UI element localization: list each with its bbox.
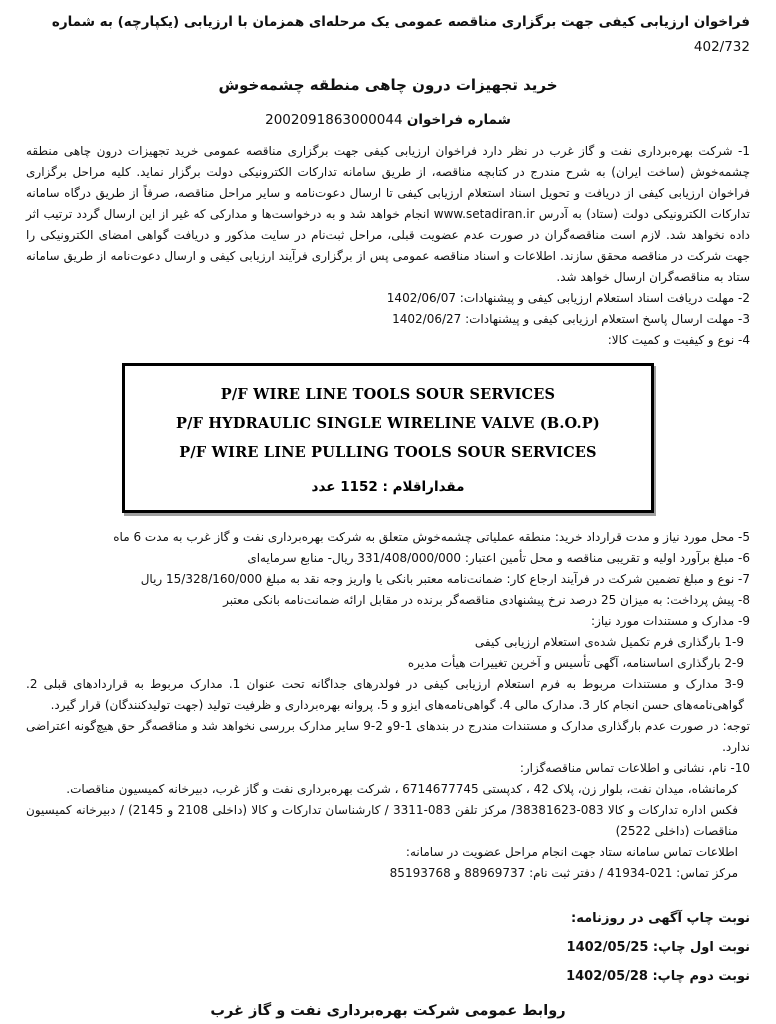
address-line: کرمانشاه، میدان نفت، بلوار زن، پلاک 42 ، کدپستی 6714677745 ، شرکت بهره‌برداری نفت و گاز غرب، دبیرخانه کمیسیون مناقصات. — [66, 782, 738, 796]
call-number-line — [26, 110, 750, 131]
fax-line: فکس اداره تدارکات و کالا 083-38381623/ مرکز تلفن 083-3311 / کارشناسان تدارکات و کالا (داخلی 2108 و 2145) / دبیرخانه کمیسیون مناقصات (داخلی 2522) — [26, 803, 738, 838]
print-first-date-line: نوبت اول چاپ: 1402/05/25 — [566, 940, 750, 955]
prepayment-line: 8- پیش پرداخت: به میزان 25 درصد نرخ پیشنهادی مناقصه‌گر برنده در مقابل ارائه ضمانت‌نامه بانکی معتبر — [223, 593, 750, 607]
doc-title — [26, 10, 750, 60]
goods-quantity: مقداراقلام : 1152 عدد — [311, 479, 465, 495]
note-line: توجه: در صورت عدم بارگذاری مدارک و مستندات مندرج در بندهای 1-9و 2-9 سایر مدارک بررسی نخواهد شد و مناقصه‌گر حق هیچ‌گونه اعتراضی ندارد. — [26, 719, 750, 754]
contact-header-line: 10- نام، نشانی و اطلاعات تماس مناقصه‌گزار: — [519, 761, 750, 775]
guarantee-line: 7- نوع و مبلغ تضمین شرکت در فرآیند ارجاع کار: ضمانت‌نامه معتبر بانکی یا واریز وجه نقد به مبلغ 15/328/160/000 ریال — [140, 572, 750, 586]
budget-line: 6- مبلغ برآورد اولیه و تقریبی مناقصه و محل تأمین اعتبار: 331/408/000/000 ریال- منابع سرمایه‌ای — [247, 551, 750, 565]
doc-title-text: فراخوان ارزیابی کیفی جهت برگزاری مناقصه عمومی یک مرحله‌ای همزمان با ارزیابی (یکپارچه) به شماره — [51, 14, 750, 30]
documents-header-line: 9- مدارک و مستندات مورد نیاز: — [591, 614, 750, 628]
call-number-value: 2002091863000044 — [265, 112, 403, 128]
doc-folders-line: 3-9 مدارک و مستندات مربوط به فرم استعلام ارزیابی کیفی در فولدرهای جداگانه تحت عنوان 1. مدارک مربوط به قراردادهای قبلی 2. گواهی‌نامه‌های حسن انجام کار 3. مدارک مالی 4. گواهی‌نامه‌های ایزو و 5. پروانه بهره‌برداری و ظرفیت تولید (جهت تولیدکنندگان) قرار گیرد. — [26, 677, 744, 712]
call-number-label: شماره فراخوان — [406, 112, 511, 128]
goods-list-box — [122, 363, 654, 513]
print-second-date-line: نوبت دوم چاپ: 1402/05/28 — [566, 969, 750, 984]
doc-upload-form-line: 1-9 بارگذاری فرم تکمیل شده‌ی استعلام ارزیابی کیفی — [474, 635, 744, 649]
deadline-submit-line: 3- مهلت ارسال پاسخ استعلام ارزیابی کیفی و پیشنهادات: 1402/06/27 — [392, 312, 750, 326]
doc-title-number: 402/732 — [693, 39, 750, 55]
call-center-line: مرکز تماس: 021-41934 / دفتر ثبت نام: 88969737 و 85193768 — [389, 866, 738, 880]
deadline-receive-line: 2- مهلت دریافت اسناد استعلام ارزیابی کیفی و پیشنهادات: 1402/06/07 — [386, 291, 750, 305]
goods-line-hydraulic-valve: P/F HYDRAULIC SINGLE WIRELINE VALVE (B.O.P) — [176, 415, 600, 432]
setad-info-line: اطلاعات تماس سامانه ستاد جهت انجام مراحل عضویت در سامانه: — [405, 845, 738, 859]
location-duration-line: 5- محل مورد نیاز و مدت قرارداد خرید: منطقه عملیاتی چشمه‌خوش متعلق به شرکت بهره‌برداری نفت و گاز غرب به مدت 6 ماه — [113, 530, 750, 544]
doc-upload-statute-line: 2-9 بارگذاری اساسنامه، آگهی تأسیس و آخرین تغییرات هیأت مدیره — [407, 656, 744, 670]
footer-signature: روابط عمومی شرکت بهره‌برداری نفت و گاز غرب — [210, 1003, 566, 1019]
doc-subtitle: خرید تجهیزات درون چاهی منطقه چشمه‌خوش — [218, 76, 558, 94]
goods-line-pulling-tools: P/F WIRE LINE PULLING TOOLS SOUR SERVICES — [179, 444, 597, 461]
goods-type-line: 4- نوع و کیفیت و کمیت کالا: — [607, 333, 750, 347]
print-header-line: نوبت چاپ آگهی در روزنامه: — [571, 911, 750, 926]
intro-paragraph: 1- شرکت بهره‌برداری نفت و گاز غرب در نظر دارد فراخوان ارزیابی کیفی جهت برگزاری مناقصه عمومی خرید تجهیزات درون چاهی منطقه چشمه‌خوش (ساخت ایران) به شرح مندرج در کتابچه مناقصه، از طریق سامانه تدارکات الکترونیکی دولت برگزار نماید. کلیه مراحل برگزاری فراخوان ارزیابی کیفی از دریافت و تحویل اسناد استعلام ارزیابی کیفی تا ارسال دعوت‌نامه و سایر مراحل مناقصه، صرفاً از طریق درگاه سامانه تدارکات الکترونیکی دولت (ستاد) به آدرس www.setadiran.ir انجام خواهد شد و به درخواست‌ها و مدارکی که غیر از این ارسال گردد ترتیب اثر داده نخواهد شد. لازم است مناقصه‌گران در صورت عدم عضویت قبلی، مراحل ثبت‌نام در سایت مذکور و دریافت گواهی امضای الکترونیکی را جهت شرکت در مناقصه محقق سازند. اطلاعات و اسناد مناقصه عمومی پس از برگزاری فرآیند ارزیابی کیفی و ارسال دعوت‌نامه از طریق سامانه ستاد به مناقصه‌گران ارسال خواهد شد. — [26, 144, 750, 284]
goods-line-wireline-tools: P/F WIRE LINE TOOLS SOUR SERVICES — [220, 386, 556, 403]
newspaper-print-block — [26, 904, 750, 991]
